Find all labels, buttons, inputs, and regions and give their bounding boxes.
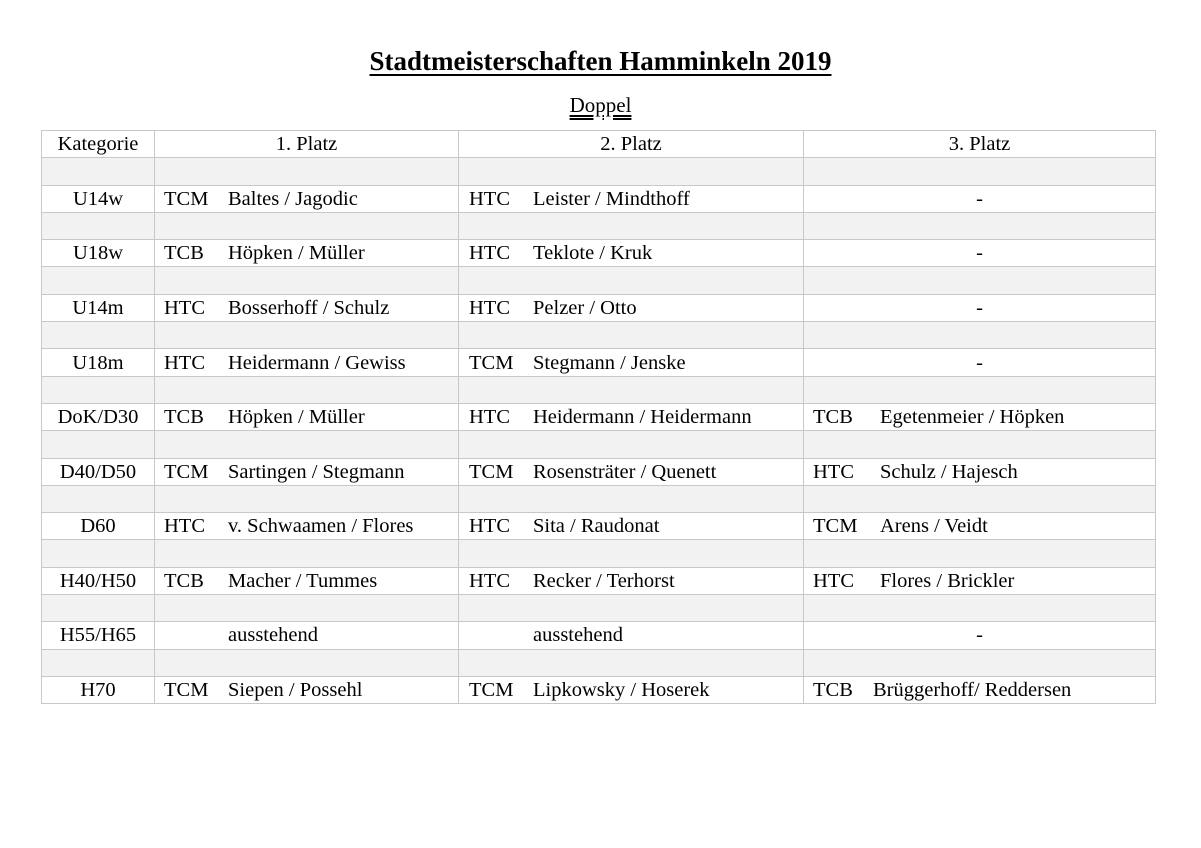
player-names: Stegmann / Jenske — [533, 351, 686, 374]
third-place-cell: - — [804, 294, 1156, 321]
player-names: Baltes / Jagodic — [228, 187, 358, 210]
player-names: Sita / Raudonat — [533, 515, 660, 538]
third-place-cell — [804, 458, 1156, 485]
third-place-cell: - — [804, 185, 1156, 212]
table-row — [42, 622, 1156, 649]
player-names: Schulz / Hajesch — [880, 460, 1018, 483]
third-place-cell — [804, 403, 1156, 430]
category-cell: H55/H65 — [42, 622, 155, 649]
first-place-cell — [155, 240, 459, 267]
player-names: Teklote / Kruk — [533, 242, 653, 265]
second-place-cell — [459, 240, 804, 267]
club-code: TCM — [469, 351, 514, 374]
category-cell: D60 — [42, 513, 155, 540]
player-names: Rosensträter / Quenett — [533, 460, 717, 483]
club-code: TCB — [813, 679, 853, 702]
spacer-row — [42, 158, 1156, 185]
first-place-cell — [155, 458, 459, 485]
player-names: Brüggerhoff/ Reddersen — [873, 679, 1072, 702]
category-cell: U18m — [42, 349, 155, 376]
club-code: HTC — [164, 515, 205, 538]
club-code: HTC — [164, 351, 205, 374]
spacer-row — [42, 595, 1156, 622]
club-code: HTC — [469, 187, 510, 210]
club-code: HTC — [469, 515, 510, 538]
document-subtitle: Doppel — [569, 93, 632, 117]
player-names: Flores / Brickler — [880, 569, 1015, 592]
header-platz-3: 3. Platz — [804, 131, 1156, 158]
spacer-row — [42, 212, 1156, 239]
second-place-cell — [459, 294, 804, 321]
category-cell: DoK/D30 — [42, 403, 155, 430]
first-place-cell — [155, 403, 459, 430]
table-row — [42, 513, 1156, 540]
player-names: v. Schwaamen / Flores — [228, 515, 414, 538]
third-place-cell: - — [804, 240, 1156, 267]
category-cell: D40/D50 — [42, 458, 155, 485]
club-code: HTC — [469, 406, 510, 429]
club-code: TCM — [164, 460, 209, 483]
first-place-cell — [155, 349, 459, 376]
second-place-cell — [459, 513, 804, 540]
table-row — [42, 185, 1156, 212]
second-place-cell — [459, 676, 804, 703]
category-cell: U14w — [42, 185, 155, 212]
second-place-cell — [459, 622, 804, 649]
header-platz-2: 2. Platz — [459, 131, 804, 158]
table-row — [42, 403, 1156, 430]
player-names: Pelzer / Otto — [533, 296, 637, 319]
table-row — [42, 349, 1156, 376]
spacer-row — [42, 540, 1156, 567]
player-names: Leister / Mindthoff — [533, 187, 690, 210]
club-code: HTC — [469, 242, 510, 265]
table-row — [42, 294, 1156, 321]
player-names: Arens / Veidt — [880, 515, 988, 538]
club-code: TCM — [813, 515, 858, 538]
header-platz-1: 1. Platz — [155, 131, 459, 158]
spacer-row — [42, 485, 1156, 512]
table-row — [42, 567, 1156, 594]
player-names: Bosserhoff / Schulz — [228, 296, 390, 319]
third-place-cell: - — [804, 622, 1156, 649]
spacer-row — [42, 649, 1156, 676]
table-row — [42, 676, 1156, 703]
pending-status: ausstehend — [228, 624, 318, 647]
first-place-cell — [155, 185, 459, 212]
club-code: TCM — [164, 187, 209, 210]
club-code: HTC — [469, 569, 510, 592]
third-place-cell — [804, 513, 1156, 540]
document-title: Stadtmeisterschaften Hamminkeln 2019 — [369, 46, 832, 76]
player-names: Lipkowsky / Hoserek — [533, 679, 710, 702]
player-names: Höpken / Müller — [228, 242, 365, 265]
category-cell: U18w — [42, 240, 155, 267]
header-kategorie: Kategorie — [42, 131, 155, 158]
club-code: TCM — [469, 679, 514, 702]
category-cell: U14m — [42, 294, 155, 321]
player-names: Egetenmeier / Höpken — [880, 406, 1065, 429]
spacer-row — [42, 376, 1156, 403]
player-names: Höpken / Müller — [228, 406, 365, 429]
results-table — [41, 130, 1156, 704]
club-code: TCB — [164, 569, 204, 592]
table-row — [42, 458, 1156, 485]
category-cell: H70 — [42, 676, 155, 703]
third-place-cell — [804, 676, 1156, 703]
player-names: Heidermann / Heidermann — [533, 406, 752, 429]
first-place-cell — [155, 567, 459, 594]
second-place-cell — [459, 403, 804, 430]
club-code: TCB — [813, 406, 853, 429]
player-names: Recker / Terhorst — [533, 569, 675, 592]
second-place-cell — [459, 567, 804, 594]
spacer-row — [42, 431, 1156, 458]
club-code: TCB — [164, 242, 204, 265]
club-code: HTC — [469, 296, 510, 319]
table-row — [42, 240, 1156, 267]
spacer-row — [42, 322, 1156, 349]
second-place-cell — [459, 458, 804, 485]
club-code: TCB — [164, 406, 204, 429]
pending-status: ausstehend — [533, 624, 623, 647]
third-place-cell: - — [804, 349, 1156, 376]
category-cell: H40/H50 — [42, 567, 155, 594]
third-place-cell — [804, 567, 1156, 594]
club-code: HTC — [813, 460, 854, 483]
table-header-row — [42, 131, 1156, 158]
first-place-cell — [155, 676, 459, 703]
club-code: HTC — [164, 296, 205, 319]
club-code: TCM — [164, 679, 209, 702]
player-names: Siepen / Possehl — [228, 679, 363, 702]
first-place-cell — [155, 513, 459, 540]
club-code: TCM — [469, 460, 514, 483]
player-names: Macher / Tummes — [228, 569, 378, 592]
first-place-cell — [155, 622, 459, 649]
first-place-cell — [155, 294, 459, 321]
second-place-cell — [459, 349, 804, 376]
club-code: HTC — [813, 569, 854, 592]
spacer-row — [42, 267, 1156, 294]
player-names: Heidermann / Gewiss — [228, 351, 406, 374]
player-names: Sartingen / Stegmann — [228, 460, 405, 483]
second-place-cell — [459, 185, 804, 212]
